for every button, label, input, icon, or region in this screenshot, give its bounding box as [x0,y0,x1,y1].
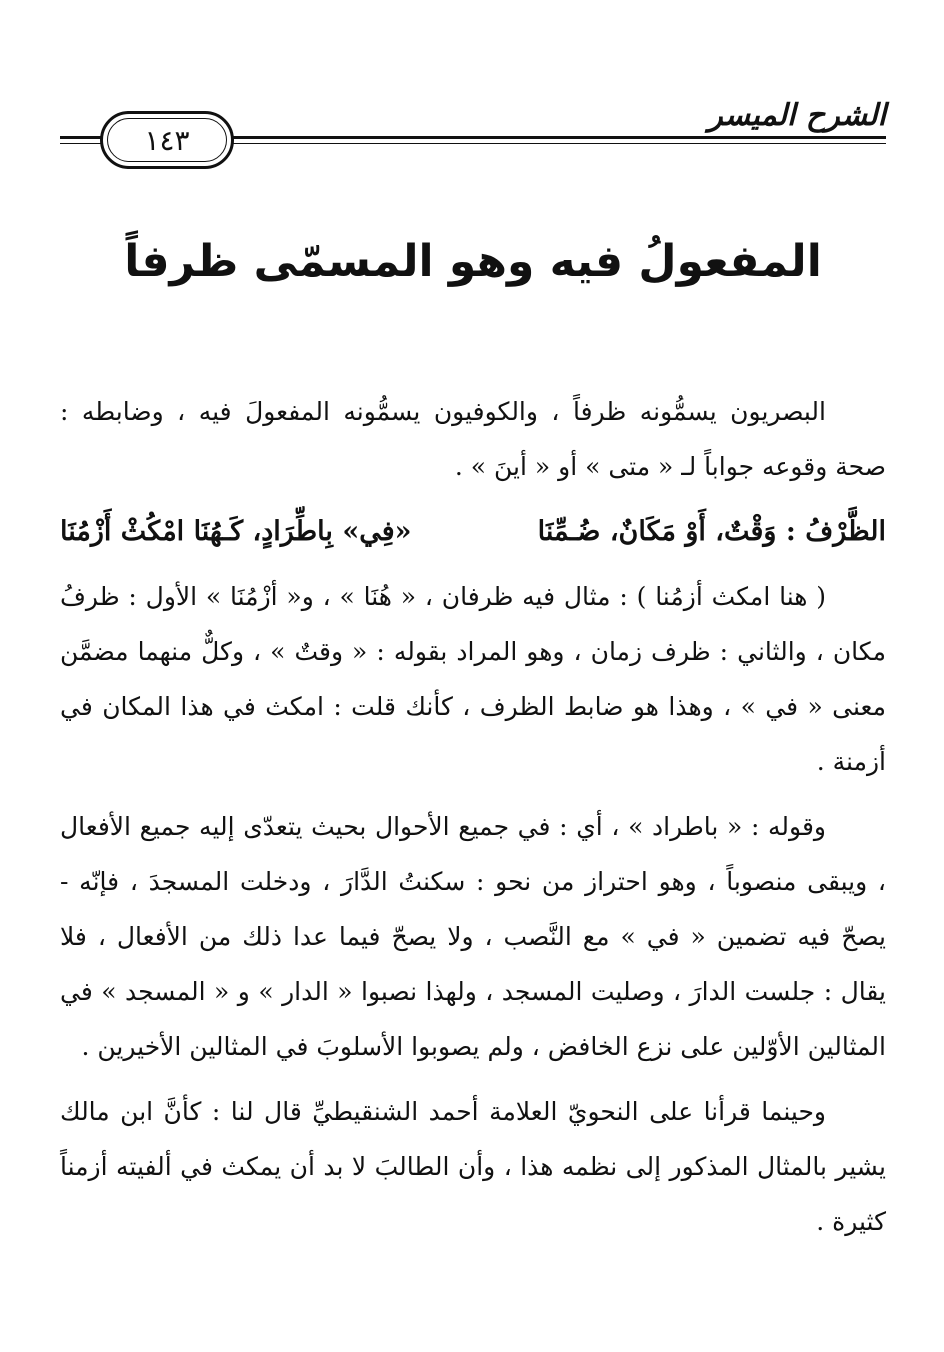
verse-first-hemistich: الظَّرْفُ : وَقْتٌ، أَوْ مَكَانٌ، ضُـمِّنَا [537,516,886,547]
page-number: ١٤٣ [144,123,190,157]
book-title: الشرح الميسر [700,98,886,133]
verse-second-hemistich: «فِي» بِاطِّرَادٍ، كَـهُنَا امْكُثْ أَزْمُنَا [60,516,412,547]
page-number-frame [100,111,234,169]
verse-line [60,504,886,559]
paragraph-qawluhu: وقوله : « باطراد » ، أي : في جميع الأحوال بحيث يتعدّى إليه جميع الأفعال ، ويبقى منصوباً ، وهو احتراز من نحو : سكنتُ الدَّارَ ، ودخلت المسجدَ ، فإنّه - يصحّ فيه تضمين « في » مع النَّصب ، ولا يصحّ فيما عدا ذلك من الأفعال ، فلا يقال : جلست الدارَ ، وصليت المسجد ، ولهذا نصبوا « الدار » و « المسجد » في المثالين الأوّلين على نزع الخافض ، ولم يصوبوا الأسلوبَ في المثالين الأخيرين . [60,812,886,1061]
paragraph-story: وحينما قرأنا على النحويّ العلامة أحمد الشنقيطيِّ قال لنا : كأنَّ ابن مالك يشير بالمثال المذكور إلى نظمه هذا ، وأن الطالبَ لا بد أن يمكث في ألفيته أزمناً كثيرة . [60,1097,886,1236]
chapter-title: المفعولُ فيه وهو المسمّى ظرفاً [124,236,822,287]
paragraph-explanation: ( هنا امكث أزمُنا ) : مثال فيه ظرفان ، « هُنَا » ، و« أزْمُنَا » الأول : ظرفُ مكان ، والثاني : ظرف زمان ، وهو المراد بقوله : « وقتٌ » ، وكلٌّ منهما مضمَّن معنى « في » ، وهذا هو ضابط الظرف ، كأنك قلت : امكث في هذا المكان في أزمنة . [60,582,886,776]
page-header [60,96,886,176]
body-text [60,384,886,1259]
paragraph-intro: البصريون يسمُّونه ظرفاً ، والكوفيون يسمُّونه المفعولَ فيه ، وضابطه : صحة وقوعه جواباً لـ « متى » أو « أينَ » . [60,397,886,481]
